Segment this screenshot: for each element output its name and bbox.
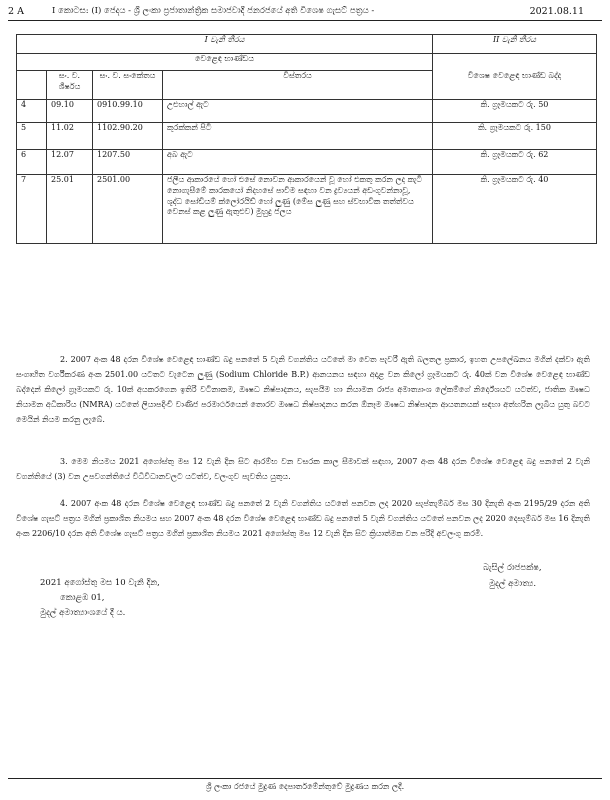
blank-heading bbox=[17, 71, 47, 100]
hs-code-cell: 1102.90.20 bbox=[93, 123, 163, 150]
printer-footer: ශ්‍රී ලංකා රජයේ මුද්‍රණ දෙපාර්තමේන්තුවේ මුද්‍රණය කරන ලදී. bbox=[205, 782, 405, 791]
levy-cell: කි. ග්‍රෑමයකට රු. 62 bbox=[433, 150, 597, 175]
description-cell: ජලීය ආකාරයේ හෝ එසේ නොවන ආකාරයෙන් වූ හෝ එකතු කරන ලද කැටි නොගැසීමේ කාරකයෝ නිදහසේ පාවීම සඳහා වන ද්‍රව්‍යයන් අඩංගුවන්නාවූ, ශුද්ධ සෝඩියම් ක්ලෝරයිඩ් හෝ ලුණු (මේස ලුණු සහ ස්වභාවික තත්ත්වය වෙනස් කළ ලුණු ඇතුළුව) මුහුදු ජලය bbox=[163, 175, 433, 244]
hs-code-column: සං. ව. සංකේතය bbox=[93, 71, 163, 100]
row-number: 5 bbox=[17, 123, 47, 150]
signature-block bbox=[483, 560, 542, 592]
levy-heading: විශෙෂ වෙළෙඳ භාණ්ඩ බද්ද bbox=[433, 54, 597, 100]
table-row bbox=[17, 123, 597, 150]
paragraph-4-body: දිනැති අංක 2195/29 දරන අති විශේෂ ගැසට් පත්‍රය මගින් ප්‍රකාශිත නියමය සහ 2007 අංක 48 දරන විශේෂ වෙළෙඳ භාණ්ඩ බදු පනතේ 5 වැනි වගන්තිය යටතේ පනවන ලද 2020 දෙසැම්බර් මස 16 දිනැති අංක 2206/10 දරන අති විශේෂ ගැසට් පත්‍රය මගින් ප්‍රකාශිත නියමය 2021 අගෝස්තු මස 12 වැනි දින සිට ක්‍රියාත්මක වන පරිදි අවලංගු කරමි. bbox=[16, 499, 590, 538]
row-number: 7 bbox=[17, 175, 47, 244]
paragraph-4-lead: 4. 2007 අංක 48 දරන විශේෂ වෙළෙඳ භාණ්ඩ බදු පනතේ 2 වැනි වගන්තිය යටතේ පනවන ලද 2020 සැප්තැම්බර් මස 30 bbox=[60, 499, 482, 508]
schedule-1-heading: I වැනි තීරය bbox=[17, 35, 433, 54]
header-rule bbox=[8, 20, 602, 21]
description-cell: අබ ඇට bbox=[163, 150, 433, 175]
schedule-table bbox=[16, 34, 597, 244]
goods-heading: වෙළෙඳ භාණ්ඩය bbox=[17, 54, 433, 71]
row-number: 4 bbox=[17, 100, 47, 123]
levy-cell: කි. ග්‍රෑමයකට රු. 50 bbox=[433, 100, 597, 123]
paragraph-3-body: වෙළෙඳ බදු පනතේ 2 වැනි වගන්තියේ (3) වන උපවගන්තියේ විධිවිධානවලට යටත්ව, වලංගුව පැවතිය යුතුය. bbox=[16, 457, 591, 481]
date-place-block bbox=[40, 576, 160, 621]
page-header bbox=[8, 6, 602, 20]
hs-heading-cell: 09.10 bbox=[47, 100, 93, 123]
description-column: විස්තරය bbox=[163, 71, 433, 100]
hs-code-cell: 1207.50 bbox=[93, 150, 163, 175]
paragraph-2-lead: 2. 2007 අංක 48 දරන විශේෂ වෙළෙඳ භාණ්ඩ බදු පනතේ 5 වැනි වගන්තිය යටතේ මා වෙත පැවරී ඇති බලතල ප්‍රකාර, ඉහත bbox=[60, 355, 488, 364]
footer-rule bbox=[8, 778, 602, 779]
issue-date: 2021 අගෝස්තු මස 10 වැනි දින, bbox=[40, 578, 160, 588]
hs-heading-column: සං. ව. ශීර්ෂය bbox=[47, 71, 93, 100]
issuing-ministry: මුදල් අමාත්‍යාංශයේ දී ය. bbox=[40, 608, 126, 618]
hs-code-cell: 0910.99.10 bbox=[93, 100, 163, 123]
table-subheader-row bbox=[17, 54, 597, 71]
header-title: I කොටස: (I) ජෙදය - ශ්‍රී ලංකා ප්‍රජාතාන්ත්‍රික සමාජවාදී ජනරජයේ අති විශෙෂ ගැසට් පත්‍රය - bbox=[52, 6, 375, 16]
levy-cell: කි. ග්‍රෑමයකට රු. 40 bbox=[433, 175, 597, 244]
paragraph-3 bbox=[16, 454, 590, 484]
table-row bbox=[17, 100, 597, 123]
paragraph-2-body: උපලේඛනය මගින් දක්වා ඇති සංගෘහිත වර්ගීකරණ අංක 2501.00 යටතට වැටෙන ලුණු (Sodium Chloride B.P.) ආනයනය සඳහා අදළ වන කිලෝ ග්‍රෑමයකට රු. 40ක් වන විශේෂ වෙළෙඳ භාණ්ඩ බද්දෙන් කිලෝ ග්‍රෑමයකට රු. 10ක් අයකරගෙන ඉතිරි වටිනාකම, ඖෂධ නිෂ්පාදනය, සැපයීම හා නියාමන රාජ්‍ය අමාත්‍යාංශ ලේකම්ගේ නිර්දේශයට යටත්ව, ජාතික ඖෂධ නියාමන අධිකාරිය (NMRA) යටතේ ලියාපදිංචි වාණිජ පරමාර්ථයෙන් තොරව ඖෂධ නිෂ්පාදනය කරන ඕනෑම ඖෂධ නිෂ්පාදන ආයතනයක් සඳහා අත්හරින ලැබිය යුතු බවට මෙයින් නියම කරනු ලැබේ. bbox=[16, 355, 590, 424]
description-cell: උළුහාල් ඇට bbox=[163, 100, 433, 123]
row-number: 6 bbox=[17, 150, 47, 175]
header-date: 2021.08.11 bbox=[529, 6, 584, 17]
page-number: 2 A bbox=[8, 6, 24, 17]
hs-heading-cell: 11.02 bbox=[47, 123, 93, 150]
levy-cell: කි. ග්‍රෑමයකට රු. 150 bbox=[433, 123, 597, 150]
paragraph-3-lead: 3. මෙම නියමය 2021 අගෝස්තු මස 12 වැනි දින සිට ආරම්භ වන වසරක කාල සීමාවක් සඳහා, 2007 අංක 48 දරන විශේෂ bbox=[60, 457, 493, 466]
table-row bbox=[17, 175, 597, 244]
signatory-name: බැසිල් රාජපක්ෂ, bbox=[483, 563, 542, 573]
table-header-row bbox=[17, 35, 597, 54]
hs-heading-cell: 25.01 bbox=[47, 175, 93, 244]
schedule-2-heading: II වැනි තීරය bbox=[433, 35, 597, 54]
hs-code-cell: 2501.00 bbox=[93, 175, 163, 244]
signatory-title: මුදල් අමාත්‍ය. bbox=[489, 579, 537, 589]
paragraph-2 bbox=[16, 352, 590, 427]
issue-city: කොළඹ 01, bbox=[60, 593, 105, 603]
paragraph-4 bbox=[16, 496, 590, 541]
description-cell: කුරක්කන් පිටි bbox=[163, 123, 433, 150]
table-row bbox=[17, 150, 597, 175]
hs-heading-cell: 12.07 bbox=[47, 150, 93, 175]
